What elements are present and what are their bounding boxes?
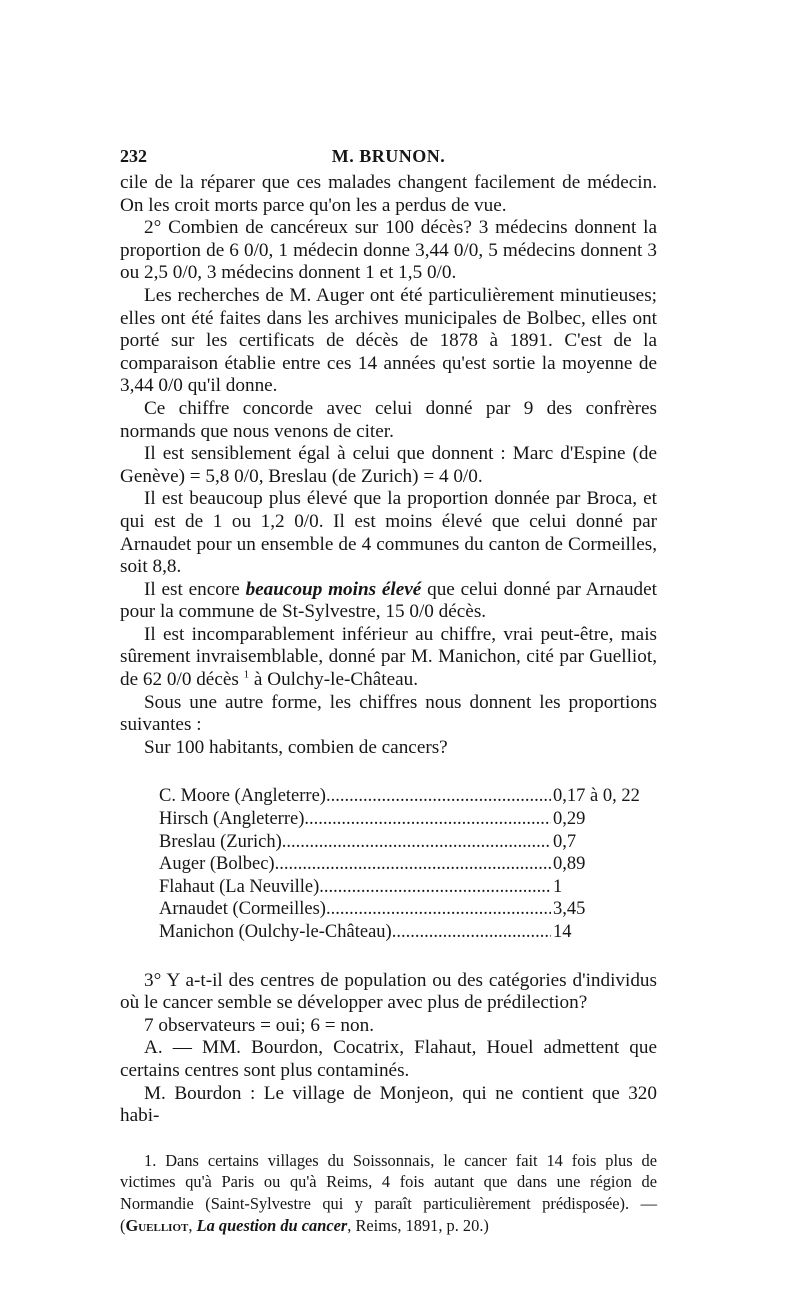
table-row-label-wrap: [159, 785, 551, 808]
leader-dots: [304, 808, 551, 831]
table-row-label: Arnaudet (Cormeilles): [159, 899, 326, 920]
running-head: [120, 146, 657, 172]
footnote-title: La question du cancer: [196, 1215, 348, 1235]
table-row-label-wrap: [159, 808, 551, 831]
leader-dots: [275, 853, 551, 876]
table-row-label-wrap: [159, 853, 551, 876]
paragraph-espine: Il est sensiblement égal à celui que donnent : Marc d'Espine (de Genève) = 5,8 0/0, Breslau (de Zurich) = 4 0/0.: [120, 443, 657, 487]
table-row-label: C. Moore (Angleterre): [159, 786, 326, 807]
table-row: [159, 785, 657, 808]
cancer-rate-table: [159, 785, 657, 943]
paragraph-concordance: Ce chiffre concorde avec celui donné par 9 des confrères normands que nous venons de citer.: [120, 397, 657, 442]
table-row: [159, 876, 657, 899]
table-row-label: Flahaut (La Neuville): [159, 876, 320, 897]
table-row-value: 1: [553, 876, 563, 897]
leader-dots: [282, 831, 551, 854]
footnote-reference: 1: [243, 668, 250, 681]
table-row: [159, 921, 657, 944]
paragraph-question-2: 2° Combien de cancéreux sur 100 décès? 3 médecins donnent la proportion de 6 0/0, 1 médecin donne 3,44 0/0, 5 médecins donnent 3 ou 2,5 0/0, 3 médecins donnent 1 et 1,5 0/0.: [120, 217, 657, 284]
paragraph-bourdon-group: A. — MM. Bourdon, Cocatrix, Flahaut, Houel admettent que certains centres sont plus contaminés.: [120, 1037, 657, 1081]
table-row-label-wrap: [159, 831, 551, 854]
footnote-text: Dans certains villages du Soissonnais, le cancer fait 14 fois plus de victimes qu'à Paris ou qu'à Reims, 4 fois autant que dans une région de Normandie (Saint-Sylvestre qui y paraît particulièrement prédisposée). — (: [120, 1150, 658, 1235]
footnote-author: Guelliot: [125, 1215, 189, 1235]
leader-dots: [326, 898, 551, 921]
text-run: Il est incomparablement inférieur au chiffre, vrai peut-être, mais sûrement invraisemblable, donné par M. Manichon, cité par Guelliot, de 62 0/0 décès: [120, 623, 657, 691]
leader-dots: [326, 785, 551, 808]
table-row: [159, 831, 657, 854]
table-row-value: 14: [553, 922, 572, 942]
table-row-label: Manichon (Oulchy-le-Château): [159, 922, 392, 942]
table-row: [159, 898, 657, 921]
paragraph-question-3: 3° Y a-t-il des centres de population ou des catégories d'individus où le cancer semble se développer avec plus de prédilection?: [120, 969, 657, 1014]
page-number: 232: [120, 146, 147, 166]
footnote: [120, 1150, 657, 1236]
table-row-value: 0,7: [553, 831, 577, 852]
paragraph-other-form: Sous une autre forme, les chiffres nous donnent les proportions suivantes :: [120, 691, 657, 736]
table-row-value: 0,29: [553, 809, 586, 830]
table-row-label-wrap: [159, 898, 551, 921]
paragraph-continuation: cile de la réparer que ces malades changent facilement de médecin. On les croit morts parce qu'on les a perdus de vue.: [120, 172, 657, 216]
footnote-number: 1.: [144, 1150, 166, 1170]
paragraph-per-100-inhabitants: Sur 100 habitants, combien de cancers?: [144, 736, 448, 758]
paragraph-broca: Il est beaucoup plus élevé que la proportion donnée par Broca, et qui est de 1 ou 1,2 0/0. Il est moins élevé que celui donné par Arnaudet pour un ensemble de 4 communes du canton de Cormeilles, soit 8,8.: [120, 488, 657, 578]
paragraph-observers: 7 observateurs = oui; 6 = non.: [144, 1014, 375, 1036]
table-row-label: Hirsch (Angleterre): [159, 809, 305, 830]
body-text: [120, 172, 657, 1128]
running-title: M. BRUNON.: [331, 146, 446, 166]
table-row: [159, 853, 657, 876]
paragraph-bourdon: M. Bourdon : Le village de Monjeon, qui ne contient que 320 habi-: [120, 1082, 657, 1127]
text-run: Il est encore: [144, 578, 246, 600]
paragraph-auger: Les recherches de M. Auger ont été particulièrement minutieuses; elles ont été faites dans les archives municipales de Bolbec, elles ont porté sur les certificats de décès de 1878 à 1891. C'est de la comparaison établie entre ces 14 années qu'est sortie la moyenne de 3,44 0/0 qu'il donne.: [120, 284, 657, 397]
leader-dots: [392, 921, 551, 944]
footnote-separator-text: ,: [188, 1215, 197, 1235]
table-row-label: Auger (Bolbec): [159, 854, 275, 875]
table-row-value: 3,45: [553, 899, 586, 920]
table-row-label: Breslau (Zurich): [159, 831, 282, 852]
paragraph-manichon: [120, 624, 657, 692]
paragraph-sylvestre: [120, 579, 657, 624]
leader-dots: [319, 876, 551, 899]
footnote-text-end: , Reims, 1891, p. 20.): [347, 1215, 489, 1235]
table-row-value: 0,17 à 0, 22: [553, 786, 640, 807]
table-row-label-wrap: [159, 876, 551, 899]
table-row-label-wrap: [159, 921, 551, 944]
book-page: [120, 146, 657, 1236]
text-run: que celui donné par Arnaudet pour la commune de St-Sylvestre, 15 0/0 décès.: [120, 578, 657, 623]
table-row-value: 0,89: [553, 854, 586, 875]
text-run: à Oulchy-le-Château.: [249, 669, 419, 691]
table-row: [159, 808, 657, 831]
emphasis-text: beaucoup moins élevé: [245, 578, 422, 600]
